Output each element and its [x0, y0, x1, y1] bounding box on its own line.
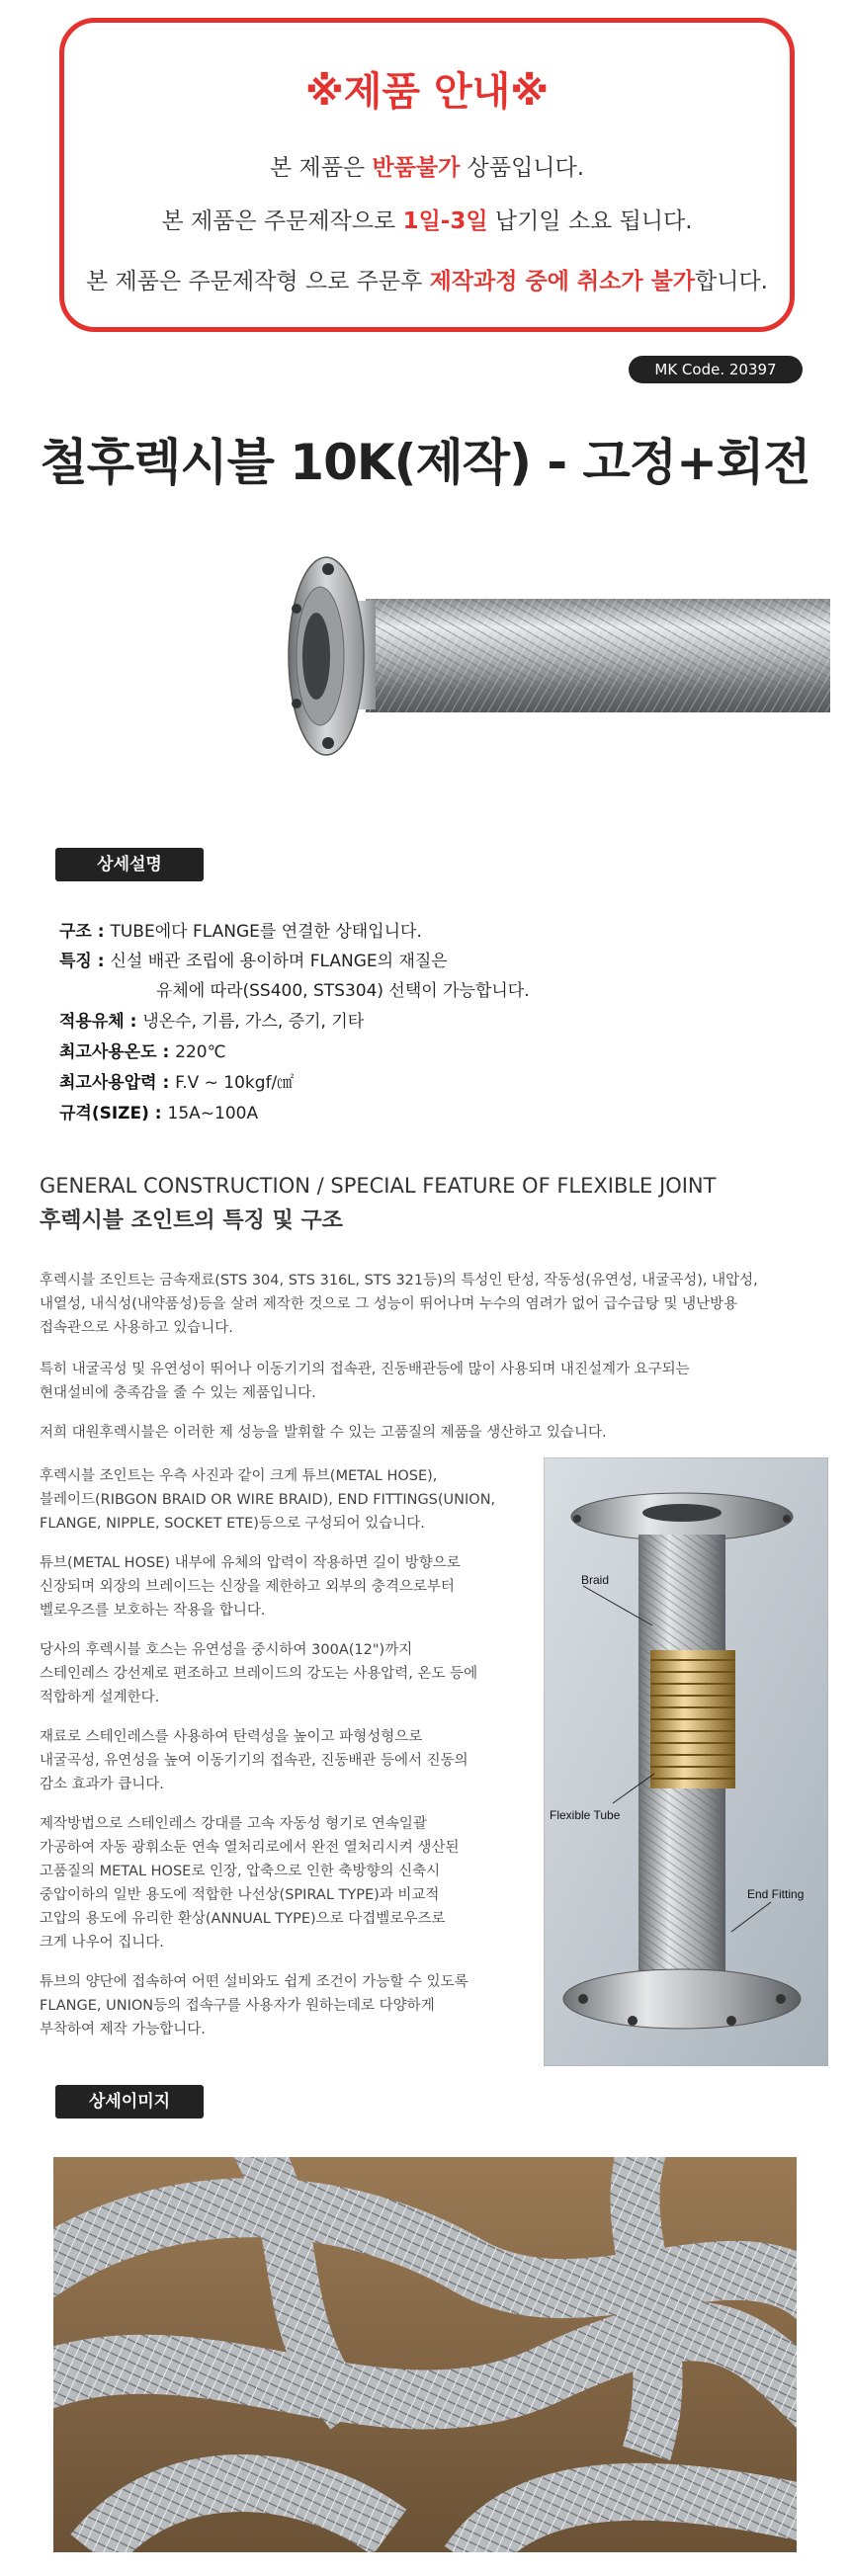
product-title: 철후렉시블 10K(제작) - 고정+회전 — [40, 434, 810, 491]
paragraph: 특히 내굴곡성 및 유연성이 뛰어나 이동기기의 접속관, 진동배관등에 많이 사용되며 내진설계가 요구되는 현대설비에 충족감을 줄 수 있는 제품입니다. — [40, 1362, 690, 1401]
paragraph: 재료로 스테인레스를 사용하여 탄력성을 높이고 파형성형으로 내굴곡성, 유연성을 높여 이동기기의 접속관, 진동배관 등에서 진동의 감소 효과가 큽니다. — [40, 1729, 468, 1792]
spec-fluids: 적용유체 : 냉온수, 기름, 가스, 증기, 기타 — [59, 1012, 365, 1032]
spec-max-temp: 최고사용온도 : 220℃ — [59, 1042, 226, 1062]
notice-line-no-return: 본 제품은 반품불가 상품입니다. — [269, 155, 585, 181]
section-label-detail-image: 상세이미지 — [55, 2085, 204, 2119]
spec-structure: 구조 : TUBE에다 FLANGE를 연결한 상태입니다. — [59, 922, 422, 942]
notice-title: ※제품 안내※ — [304, 69, 550, 115]
section-label-detail-desc: 상세설명 — [55, 848, 204, 881]
diagram-label-end-fitting: End Fitting — [747, 1887, 805, 1901]
paragraph: 튜브(METAL HOSE) 내부에 유체의 압력이 작용하면 길이 방향으로 신장되며 외장의 브레이드는 신장을 제한하고 외부의 충격으로부터 벨로우즈를 보호하는 작용을 합니다. — [40, 1555, 461, 1619]
general-title-ko: 후렉시블 조인트의 특징 및 구조 — [40, 1208, 343, 1233]
paragraph: 당사의 후렉시블 호스는 유연성을 중시하여 300A(12")까지 스테인레스 강선제로 편조하고 브레이드의 강도는 사용압력, 온도 등에 적합하게 설계한다. — [40, 1642, 478, 1705]
notice-box — [59, 18, 795, 332]
spec-max-pressure: 최고사용압력 : F.V ~ 10kgf/㎠ — [59, 1073, 295, 1093]
paragraph: 제작방법으로 스테인레스 강대를 고속 자동성 형기로 연속일괄 가공하여 자동 광휘소둔 연속 열처리로에서 완전 열처리시켜 생산된 고품질의 METAL HOSE로 인장, 압축으로 인한 축방향의 신축시 중압이하의 일반 용도에 적합한 나선상(SPIRAL TYPE)과 비교적 고압의 용도에 유리한 환상(ANNUAL TYPE)으로 다겹벨로우즈로 크게 나우어 집니다. — [40, 1816, 460, 1951]
paragraph: 후렉시블 조인트는 금속재료(STS 304, STS 316L, STS 321등)의 특성인 탄성, 작동성(유연성, 내굴곡성), 내압성, 내열성, 내식성(내약품성)등을 살려 제작한 것으로 그 성능이 뛰어나며 누수의 염려가 없어 급수급탕 및 냉난방용 접속관으로 사용하고 있습니다. — [40, 1273, 758, 1336]
notice-line-lead-time: 본 제품은 주문제작으로 1일-3일 납기일 소요 됩니다. — [161, 208, 693, 234]
paragraph: 저희 대원후렉시블은 이러한 제 성능을 발휘할 수 있는 고품질의 제품을 생산하고 있습니다. — [40, 1425, 607, 1441]
spec-feature-cont: 유체에 따라(SS400, STS304) 선택이 가능합니다. — [156, 981, 530, 1001]
product-image — [267, 549, 830, 777]
spec-size: 규격(SIZE) : 15A~100A — [59, 1104, 259, 1123]
structure-diagram — [544, 1457, 828, 2066]
spec-feature: 특징 : 신설 배관 조립에 용이하며 FLANGE의 재질은 — [59, 952, 448, 971]
diagram-label-braid: Braid — [581, 1573, 610, 1587]
notice-line-no-cancel: 본 제품은 주문제작형 으로 주문후 제작과정 중에 취소가 불가합니다. — [86, 269, 768, 294]
general-title-en: GENERAL CONSTRUCTION / SPECIAL FEATURE OF FLEXIBLE JOINT — [40, 1174, 717, 1198]
paragraph: 후렉시블 조인트는 우측 사진과 같이 크게 튜브(METAL HOSE), 블레이드(RIBGON BRAID OR WIRE BRAID), END FITTINGS(UNION, FLANGE, NIPPLE, SOCKET ETE)등으로 구성되어 있습니다. — [40, 1468, 496, 1532]
diagram-label-flexible-tube: Flexible Tube — [550, 1808, 621, 1822]
detail-photo — [53, 2157, 797, 2552]
paragraph: 튜브의 양단에 접속하여 어떤 설비와도 쉽게 조건이 가능할 수 있도록 FLANGE, UNION등의 접속구를 사용자가 원하는데로 다양하게 부착하여 제작 가능합니다. — [40, 1974, 468, 2037]
mk-code-badge: MK Code. 20397 — [629, 356, 803, 383]
